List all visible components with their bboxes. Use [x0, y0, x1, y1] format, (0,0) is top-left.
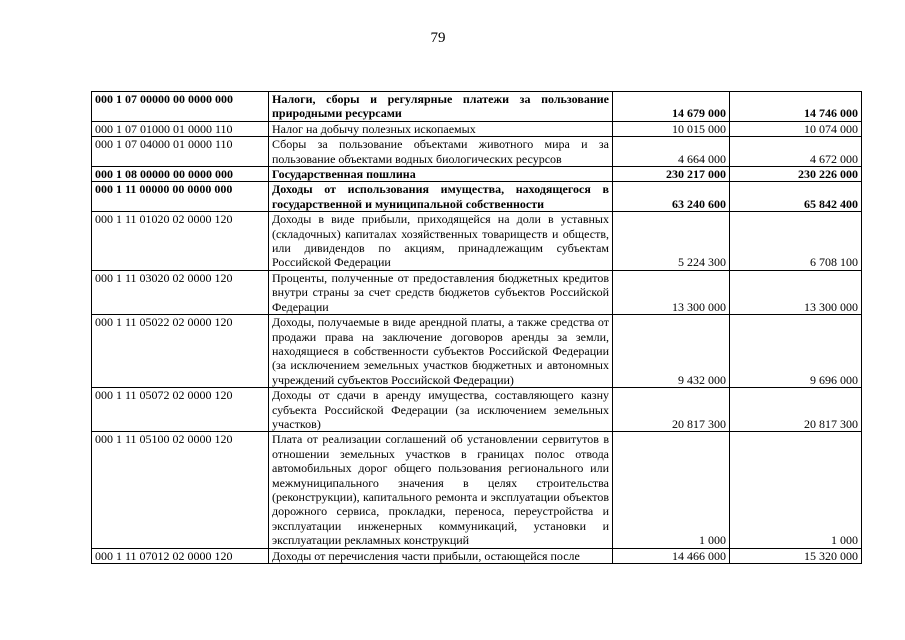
revenue-name-cell: Доходы от перечисления части прибыли, остающейся после: [269, 548, 613, 563]
amount-year-1-cell: 14 679 000: [613, 92, 730, 122]
amount-year-1-cell: 10 015 000: [613, 121, 730, 136]
amount-year-1-cell: 14 466 000: [613, 548, 730, 563]
amount-year-1-cell: 1 000: [613, 432, 730, 548]
classification-code-cell: 000 1 11 05072 02 0000 120: [92, 388, 269, 432]
amount-year-2-cell: 4 672 000: [730, 137, 862, 167]
amount-year-2-cell: 14 746 000: [730, 92, 862, 122]
classification-code-cell: 000 1 11 03020 02 0000 120: [92, 270, 269, 314]
table-row: [92, 432, 862, 548]
amount-year-1-cell: 4 664 000: [613, 137, 730, 167]
revenue-table-body: [92, 92, 862, 564]
revenue-name-cell: Сборы за пользование объектами животного мира и за пользование объектами водных биологических ресурсов: [269, 137, 613, 167]
amount-year-1-cell: 20 817 300: [613, 388, 730, 432]
amount-year-2-cell: 230 226 000: [730, 167, 862, 182]
table-row: [92, 388, 862, 432]
revenue-name-cell: Доходы от использования имущества, находящегося в государственной и муниципальной собственности: [269, 182, 613, 212]
classification-code-cell: 000 1 11 05022 02 0000 120: [92, 315, 269, 388]
table-row: [92, 92, 862, 122]
classification-code-cell: 000 1 07 01000 01 0000 110: [92, 121, 269, 136]
table-row: [92, 167, 862, 182]
revenue-name-cell: Налоги, сборы и регулярные платежи за пользование природными ресурсами: [269, 92, 613, 122]
amount-year-1-cell: 5 224 300: [613, 212, 730, 271]
amount-year-2-cell: 10 074 000: [730, 121, 862, 136]
classification-code-cell: 000 1 11 01020 02 0000 120: [92, 212, 269, 271]
table-row: [92, 212, 862, 271]
revenue-name-cell: Налог на добычу полезных ископаемых: [269, 121, 613, 136]
classification-code-cell: 000 1 07 00000 00 0000 000: [92, 92, 269, 122]
amount-year-2-cell: 1 000: [730, 432, 862, 548]
amount-year-2-cell: 6 708 100: [730, 212, 862, 271]
amount-year-2-cell: 9 696 000: [730, 315, 862, 388]
classification-code-cell: 000 1 08 00000 00 0000 000: [92, 167, 269, 182]
revenue-table: [91, 91, 862, 564]
revenue-name-cell: Доходы, получаемые в виде арендной платы, а также средства от продажи права на заключение договоров аренды за земли, находящиеся в собственности субъектов Российской Федерации (за исключением земельных участков бюджетных и автономных учреждений субъектов Российской Федерации): [269, 315, 613, 388]
table-row: [92, 315, 862, 388]
revenue-name-cell: Проценты, полученные от предоставления бюджетных кредитов внутри страны за счет средств бюджетов субъектов Российской Федерации: [269, 270, 613, 314]
amount-year-1-cell: 230 217 000: [613, 167, 730, 182]
amount-year-2-cell: 65 842 400: [730, 182, 862, 212]
table-row: [92, 548, 862, 563]
amount-year-2-cell: 20 817 300: [730, 388, 862, 432]
table-row: [92, 137, 862, 167]
amount-year-2-cell: 13 300 000: [730, 270, 862, 314]
classification-code-cell: 000 1 07 04000 01 0000 110: [92, 137, 269, 167]
table-row: [92, 121, 862, 136]
revenue-name-cell: Государственная пошлина: [269, 167, 613, 182]
revenue-name-cell: Доходы от сдачи в аренду имущества, составляющего казну субъекта Российской Федерации (за исключением земельных участков): [269, 388, 613, 432]
amount-year-2-cell: 15 320 000: [730, 548, 862, 563]
revenue-name-cell: Доходы в виде прибыли, приходящейся на доли в уставных (складочных) капиталах хозяйственных товариществ и обществ, или дивидендов по акциям, принадлежащим субъектам Российской Федерации: [269, 212, 613, 271]
classification-code-cell: 000 1 11 07012 02 0000 120: [92, 548, 269, 563]
amount-year-1-cell: 13 300 000: [613, 270, 730, 314]
revenue-name-cell: Плата от реализации соглашений об установлении сервитутов в отношении земельных участков в границах полос отвода автомобильных дорог общего пользования регионального или межмуниципального значения в целях строительства (реконструкции), капитального ремонта и эксплуатации объектов дорожного сервиса, прокладки, переноса, переустройства и эксплуатации инженерных коммуникаций, установки и эксплуатации рекламных конструкций: [269, 432, 613, 548]
classification-code-cell: 000 1 11 05100 02 0000 120: [92, 432, 269, 548]
page-number: 79: [430, 30, 446, 46]
amount-year-1-cell: 9 432 000: [613, 315, 730, 388]
table-row: [92, 182, 862, 212]
table-row: [92, 270, 862, 314]
classification-code-cell: 000 1 11 00000 00 0000 000: [92, 182, 269, 212]
amount-year-1-cell: 63 240 600: [613, 182, 730, 212]
